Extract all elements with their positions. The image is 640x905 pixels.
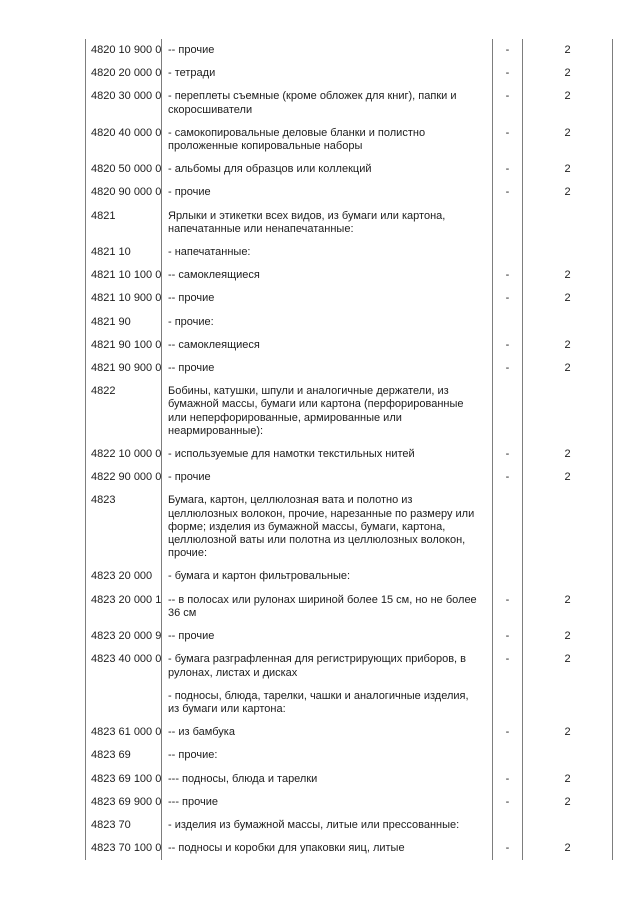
additional-unit-cell (492, 565, 522, 588)
position-description-cell: - подносы, блюда, тарелки, чашки и аналогичные изделия, из бумаги или картона: (168, 689, 469, 715)
tariff-table (85, 39, 613, 860)
tn-ved-code-cell: 4823 20 000 9 (85, 625, 162, 648)
table-row (85, 39, 613, 62)
table-row (85, 311, 613, 334)
duty-rate-cell: 2 (522, 589, 613, 625)
tn-ved-code-cell: 4820 10 900 0 (85, 39, 162, 62)
tn-ved-code-cell: 4823 20 000 (85, 565, 162, 588)
position-description-cell: - прочие (168, 471, 211, 484)
tn-ved-code-cell: 4823 69 (85, 744, 162, 767)
duty-rate-cell (522, 241, 613, 264)
duty-rate-cell: 2 (522, 443, 613, 466)
additional-unit-cell: - (492, 158, 522, 181)
additional-unit-cell: - (492, 181, 522, 204)
table-row (85, 837, 613, 860)
tn-ved-code-cell: 4821 90 (85, 311, 162, 334)
tn-ved-code-cell: 4820 40 000 0 (85, 122, 162, 158)
table-row (85, 489, 613, 565)
tn-ved-code-cell (85, 685, 162, 721)
tn-ved-code-cell: 4823 20 000 1 (85, 589, 162, 625)
additional-unit-cell: - (492, 791, 522, 814)
tn-ved-code-cell: 4820 20 000 0 (85, 62, 162, 85)
duty-rate-cell: 2 (522, 648, 613, 684)
position-description-cell: - самокопировальные деловые бланки и полистно проложенные копировальные наборы (168, 126, 426, 153)
duty-rate-cell: 2 (522, 122, 613, 158)
additional-unit-cell (492, 814, 522, 837)
table-row (85, 205, 613, 241)
position-description-cell: --- прочие (168, 795, 218, 808)
duty-rate-cell: 2 (522, 334, 613, 357)
duty-rate-cell: 2 (522, 85, 613, 121)
additional-unit-cell: - (492, 768, 522, 791)
duty-rate-cell: 2 (522, 768, 613, 791)
table-row (85, 466, 613, 489)
position-description-cell: Ярлыки и этикетки всех видов, из бумаги или картона, напечатанные или ненапечатанные: (168, 209, 446, 235)
position-description-cell: -- прочие (168, 630, 215, 643)
tn-ved-code-cell: 4820 90 000 0 (85, 181, 162, 204)
position-description-cell: -- прочие (168, 362, 215, 375)
additional-unit-cell: - (492, 466, 522, 489)
table-row (85, 625, 613, 648)
tn-ved-code-cell: 4821 10 100 0 (85, 264, 162, 287)
tn-ved-code-cell: 4823 61 000 0 (85, 721, 162, 744)
duty-rate-cell: 2 (522, 39, 613, 62)
table-row (85, 158, 613, 181)
tn-ved-code-cell: 4823 69 900 0 (85, 791, 162, 814)
position-description-cell: - бумага и картон фильтровальные: (168, 570, 351, 583)
duty-rate-cell (522, 380, 613, 443)
duty-rate-cell: 2 (522, 158, 613, 181)
table-row (85, 287, 613, 310)
table-row (85, 589, 613, 625)
position-description-cell: -- самоклеящиеся (168, 338, 260, 351)
table-row (85, 443, 613, 466)
additional-unit-cell (492, 205, 522, 241)
duty-rate-cell: 2 (522, 837, 613, 860)
position-description-cell: -- прочие (168, 44, 215, 56)
duty-rate-cell: 2 (522, 466, 613, 489)
table-row (85, 122, 613, 158)
tn-ved-code-cell: 4821 90 900 0 (85, 357, 162, 380)
position-description-cell: - прочие (168, 186, 211, 199)
tn-ved-code-cell: 4822 (85, 380, 162, 443)
table-row (85, 380, 613, 443)
table-row (85, 685, 613, 721)
duty-rate-cell: 2 (522, 181, 613, 204)
table-row (85, 814, 613, 837)
additional-unit-cell: - (492, 122, 522, 158)
table-row (85, 264, 613, 287)
position-description-cell: - бумага разграфленная для регистрирующих приборов, в рулонах, листах и дисках (168, 653, 467, 679)
duty-rate-cell: 2 (522, 625, 613, 648)
tn-ved-code-cell: 4821 10 900 0 (85, 287, 162, 310)
table-row (85, 648, 613, 684)
position-description-cell: - тетради (168, 67, 216, 80)
tn-ved-code-cell: 4821 90 100 0 (85, 334, 162, 357)
additional-unit-cell: - (492, 648, 522, 684)
additional-unit-cell: - (492, 264, 522, 287)
table-row (85, 85, 613, 121)
additional-unit-cell: - (492, 589, 522, 625)
tn-ved-code-cell: 4823 70 100 0 (85, 837, 162, 860)
duty-rate-cell: 2 (522, 287, 613, 310)
duty-rate-cell: 2 (522, 264, 613, 287)
duty-rate-cell (522, 311, 613, 334)
table-row (85, 768, 613, 791)
table-row (85, 62, 613, 85)
duty-rate-cell: 2 (522, 721, 613, 744)
additional-unit-cell (492, 241, 522, 264)
position-description-cell: --- подносы, блюда и тарелки (168, 772, 318, 785)
position-description-cell: Бумага, картон, целлюлозная вата и полотно из целлюлозных волокон, прочие, нарезанные по размеру или форме; изделия из бумажной массы, бумаги, картона, целлюлозной ваты или полотна из целлюлозных волокон, прочие: (168, 494, 475, 560)
duty-rate-cell (522, 565, 613, 588)
position-description-cell: - переплеты съемные (кроме обложек для книг), папки и скоросшиватели (168, 90, 457, 116)
position-description-cell: - альбомы для образцов или коллекций (168, 163, 372, 176)
duty-rate-cell: 2 (522, 62, 613, 85)
additional-unit-cell: - (492, 837, 522, 860)
position-description-cell: - используемые для намотки текстильных нитей (168, 448, 415, 461)
position-description-cell: - прочие: (168, 315, 214, 328)
table-row (85, 791, 613, 814)
position-description-cell: -- самоклеящиеся (168, 269, 260, 282)
additional-unit-cell: - (492, 62, 522, 85)
additional-unit-cell: - (492, 334, 522, 357)
table-row (85, 357, 613, 380)
table-row (85, 744, 613, 767)
tn-ved-code-cell: 4823 69 100 0 (85, 768, 162, 791)
duty-rate-cell (522, 489, 613, 565)
duty-rate-cell (522, 685, 613, 721)
position-description-cell: -- в полосах или рулонах шириной более 15 см, но не более 36 см (168, 593, 477, 619)
additional-unit-cell (492, 685, 522, 721)
table-row (85, 181, 613, 204)
additional-unit-cell: - (492, 625, 522, 648)
additional-unit-cell: - (492, 357, 522, 380)
duty-rate-cell: 2 (522, 791, 613, 814)
position-description-cell: Бобины, катушки, шпули и аналогичные держатели, из бумажной массы, бумаги или картона (перфорированные или неперфорированные, армированные или неармированные): (168, 385, 464, 437)
table-row (85, 241, 613, 264)
tn-ved-code-cell: 4823 40 000 0 (85, 648, 162, 684)
additional-unit-cell: - (492, 721, 522, 744)
duty-rate-cell: 2 (522, 357, 613, 380)
position-description-cell: -- подносы и коробки для упаковки яиц, литые (168, 842, 405, 855)
position-description-cell: - изделия из бумажной массы, литые или прессованные: (168, 818, 460, 831)
duty-rate-cell (522, 744, 613, 767)
additional-unit-cell (492, 744, 522, 767)
tn-ved-code-cell: 4820 50 000 0 (85, 158, 162, 181)
additional-unit-cell: - (492, 287, 522, 310)
additional-unit-cell (492, 380, 522, 443)
position-description-cell: -- прочие (168, 292, 215, 305)
duty-rate-cell (522, 814, 613, 837)
additional-unit-cell (492, 489, 522, 565)
duty-rate-cell (522, 205, 613, 241)
table-row (85, 565, 613, 588)
additional-unit-cell: - (492, 39, 522, 62)
tn-ved-code-cell: 4821 (85, 205, 162, 241)
tn-ved-code-cell: 4823 (85, 489, 162, 565)
position-description-cell: -- прочие: (168, 749, 218, 762)
position-description-cell: - напечатанные: (168, 246, 251, 259)
table-row (85, 334, 613, 357)
additional-unit-cell (492, 311, 522, 334)
tn-ved-code-cell: 4821 10 (85, 241, 162, 264)
additional-unit-cell: - (492, 443, 522, 466)
tn-ved-code-cell: 4822 90 000 0 (85, 466, 162, 489)
table-row (85, 721, 613, 744)
position-description-cell: -- из бамбука (168, 726, 235, 739)
tn-ved-code-cell: 4822 10 000 0 (85, 443, 162, 466)
additional-unit-cell: - (492, 85, 522, 121)
tn-ved-code-cell: 4823 70 (85, 814, 162, 837)
tn-ved-code-cell: 4820 30 000 0 (85, 85, 162, 121)
